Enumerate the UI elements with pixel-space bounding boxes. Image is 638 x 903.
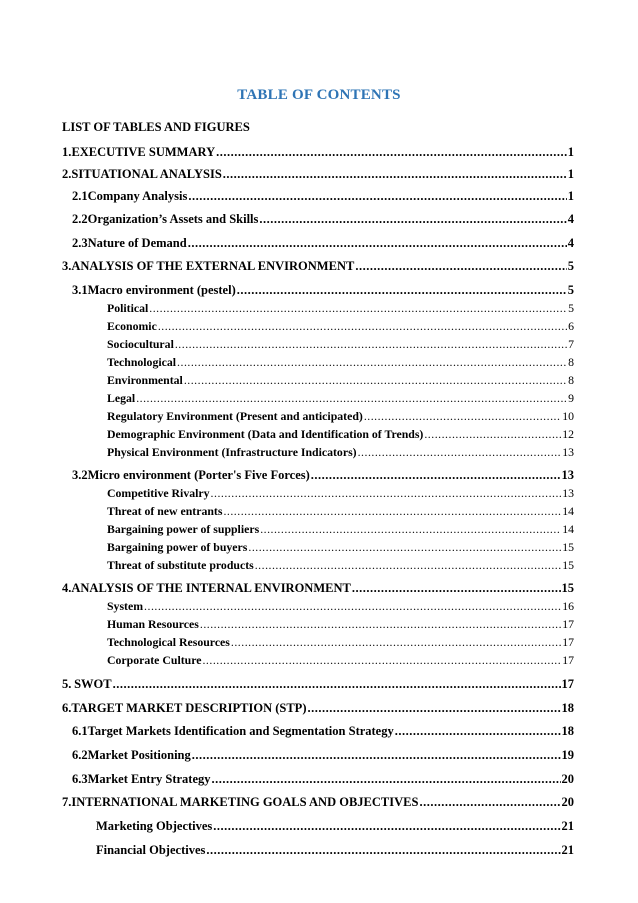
- toc-entry-label: Political: [107, 301, 149, 315]
- toc-entry-label: Technological: [107, 355, 177, 369]
- toc-entry-page: 14: [562, 522, 574, 536]
- toc-entry-label: ANALYSIS OF THE EXTERNAL ENVIRONMENT: [71, 259, 355, 273]
- toc-title: TABLE OF CONTENTS: [237, 87, 401, 103]
- dot-leader: [212, 772, 561, 787]
- toc-entry-label: Competitive Rivalry: [107, 486, 210, 500]
- dot-leader: [260, 522, 561, 537]
- dot-leader: [158, 319, 567, 334]
- dot-leader: [206, 843, 560, 858]
- dot-leader: [144, 599, 561, 614]
- dot-leader: [424, 427, 561, 442]
- toc-entry-label: Nature of Demand: [87, 236, 187, 250]
- toc-entry-label: Sociocultural: [107, 337, 174, 351]
- toc-entry-page: 12: [562, 427, 574, 441]
- toc-entry[interactable]: 3.1 Macro environment (pestel) ..... 5: [72, 283, 574, 298]
- toc-entry-label: Micro environment (Porter's Five Forces): [87, 468, 310, 482]
- toc-entry-page: 5: [568, 301, 574, 315]
- toc-entry-label: Macro environment (pestel): [87, 283, 236, 297]
- toc-entry[interactable]: [107, 301, 574, 316]
- dot-leader: [216, 145, 567, 160]
- toc-entry-page: 17: [562, 617, 574, 631]
- toc-entry-label: Market Entry Strategy: [87, 772, 211, 786]
- dot-leader: [419, 795, 560, 810]
- dot-leader: [395, 724, 561, 739]
- dot-leader: [149, 301, 567, 316]
- toc-entry-page: 21: [561, 819, 574, 833]
- toc-entry[interactable]: [107, 635, 574, 650]
- dot-leader: [211, 486, 562, 501]
- toc-entry[interactable]: 2. SITUATIONAL ANALYSIS ..... 1: [62, 167, 574, 182]
- toc-entry[interactable]: 5. SWOT ..... 17: [62, 677, 574, 692]
- toc-entry-page: 6: [568, 319, 574, 333]
- toc-entry-label: Physical Environment (Infrastructure Indicators): [107, 445, 357, 459]
- toc-entry[interactable]: 6. TARGET MARKET DESCRIPTION (STP) ..... 18: [62, 701, 574, 716]
- toc-entry-page: 17: [562, 653, 574, 667]
- dot-leader: [200, 617, 561, 632]
- dot-leader: [177, 355, 567, 370]
- toc-entry-page: 18: [561, 724, 574, 738]
- toc-entry[interactable]: [107, 504, 574, 519]
- dot-leader: [255, 558, 561, 573]
- toc-entry-page: 13: [561, 468, 574, 482]
- toc-entry-page: 21: [561, 843, 574, 857]
- toc-entry-page: 20: [561, 772, 574, 786]
- toc-entry[interactable]: [107, 427, 574, 442]
- toc-entry-page: 8: [568, 373, 574, 387]
- dot-leader: [231, 635, 561, 650]
- toc-entry-page: 4: [567, 212, 574, 226]
- toc-entry-label: Technological Resources: [107, 635, 230, 649]
- toc-entry[interactable]: [107, 522, 574, 537]
- toc-entry-label: TARGET MARKET DESCRIPTION (STP): [71, 701, 307, 715]
- toc-entry-page: 4: [567, 236, 574, 250]
- dot-leader: [248, 540, 561, 555]
- toc-entry-page: 1: [567, 189, 574, 203]
- toc-entry[interactable]: [107, 540, 574, 555]
- toc-entry-page: 18: [561, 701, 574, 715]
- toc-entry[interactable]: 2.2 Organization’s Assets and Skills ..... 4: [72, 212, 574, 227]
- toc-entry-label: Human Resources: [107, 617, 199, 631]
- toc-entry[interactable]: 6.2 Market Positioning ..... 19: [72, 748, 574, 763]
- toc-entry[interactable]: [107, 337, 574, 352]
- toc-entry[interactable]: [96, 819, 574, 834]
- dot-leader: [223, 167, 567, 182]
- toc-entry-page: 15: [562, 540, 574, 554]
- toc-entry-page: 17: [562, 635, 574, 649]
- toc-entry-label: Marketing Objectives: [96, 819, 213, 833]
- dot-leader: [355, 259, 566, 274]
- dot-leader: [358, 445, 562, 460]
- toc-entry-label: Demographic Environment (Data and Identification of Trends): [107, 427, 424, 441]
- toc-entry-page: 13: [562, 486, 574, 500]
- toc-entry[interactable]: [96, 843, 574, 858]
- toc-entry-label: Environmental: [107, 373, 183, 387]
- toc-entry-label: EXECUTIVE SUMMARY: [71, 145, 216, 159]
- toc-entry[interactable]: 3.2 Micro environment (Porter's Five Forces) ..... 13: [72, 468, 574, 483]
- toc-entry[interactable]: [107, 409, 574, 424]
- toc-entry[interactable]: 2.1 Company Analysis ..... 1: [72, 189, 574, 204]
- toc-entry-label: Organization’s Assets and Skills: [87, 212, 259, 226]
- dot-leader: [175, 337, 567, 352]
- toc-entry[interactable]: [107, 355, 574, 370]
- toc-entry-label: Threat of new entrants: [107, 504, 223, 518]
- toc-entry-page: 14: [562, 504, 574, 518]
- dot-leader: [113, 677, 561, 692]
- toc-entry-page: 19: [561, 748, 574, 762]
- dot-leader: [307, 701, 560, 716]
- toc-entry-page: 9: [568, 391, 574, 405]
- toc-entry[interactable]: [107, 653, 574, 668]
- toc-entry-label: Company Analysis: [87, 189, 188, 203]
- toc-entry-page: 20: [561, 795, 574, 809]
- toc-entry[interactable]: 1. EXECUTIVE SUMMARY ..... 1: [62, 145, 574, 160]
- toc-entry-label: Regulatory Environment (Present and anticipated): [107, 409, 363, 423]
- toc-entry-label: Market Positioning: [87, 748, 191, 762]
- toc-entry-label: ANALYSIS OF THE INTERNAL ENVIRONMENT: [71, 581, 351, 595]
- dot-leader: [188, 236, 567, 251]
- toc-entry[interactable]: [107, 391, 574, 406]
- toc-entry[interactable]: [107, 558, 574, 573]
- dot-leader: [202, 653, 561, 668]
- dot-leader: [184, 373, 567, 388]
- dot-leader: [237, 283, 567, 298]
- toc-entry-label: SITUATIONAL ANALYSIS: [71, 167, 222, 181]
- toc-entry-page: 15: [561, 581, 574, 595]
- toc-entry-page: 15: [562, 558, 574, 572]
- toc-entry[interactable]: 7. INTERNATIONAL MARKETING GOALS AND OBJECTIVES ..... 20: [62, 795, 574, 810]
- dot-leader: [311, 468, 561, 483]
- toc-entry[interactable]: 4. ANALYSIS OF THE INTERNAL ENVIRONMENT ..... 15: [62, 581, 574, 596]
- toc-entry-label: Financial Objectives: [96, 843, 206, 857]
- list-of-tables-heading: LIST OF TABLES AND FIGURES: [62, 120, 250, 134]
- toc-entry-label: Legal: [107, 391, 136, 405]
- toc-entry-label: Economic: [107, 319, 157, 333]
- dot-leader: [259, 212, 566, 227]
- toc-entry[interactable]: 6.1 Target Markets Identification and Segmentation Strategy ..... 18: [72, 724, 574, 739]
- dot-leader: [364, 409, 561, 424]
- dot-leader: [188, 189, 566, 204]
- toc-entry-label: Bargaining power of suppliers: [107, 522, 260, 536]
- toc-entry[interactable]: 2.3 Nature of Demand ..... 4: [72, 236, 574, 251]
- toc-entry-page: 8: [568, 355, 574, 369]
- toc-entry[interactable]: [107, 319, 574, 334]
- toc-entry-page: 5: [567, 283, 574, 297]
- dot-leader: [192, 748, 561, 763]
- toc-entry-label: Corporate Culture: [107, 653, 202, 667]
- dot-leader: [213, 819, 560, 834]
- toc-entry-page: 5: [567, 259, 574, 273]
- toc-entry-label: Target Markets Identification and Segmentation Strategy: [87, 724, 394, 738]
- dot-leader: [352, 581, 561, 596]
- toc-entry[interactable]: [107, 599, 574, 614]
- toc-entry-page: 17: [561, 677, 574, 691]
- toc-entry-page: 10: [562, 409, 574, 423]
- dot-leader: [136, 391, 567, 406]
- toc-entry-label: System: [107, 599, 144, 613]
- toc-entry-label: SWOT: [74, 677, 112, 691]
- toc-entry[interactable]: [107, 373, 574, 388]
- toc-entry-label: Bargaining power of buyers: [107, 540, 248, 554]
- dot-leader: [223, 504, 561, 519]
- toc-entry-label: Threat of substitute products: [107, 558, 254, 572]
- toc-entry-page: 16: [562, 599, 574, 613]
- toc-entry-page: 13: [562, 445, 574, 459]
- toc-entry-page: 7: [568, 337, 574, 351]
- toc-entry[interactable]: 3. ANALYSIS OF THE EXTERNAL ENVIRONMENT ..... 5: [62, 259, 574, 274]
- toc-entry[interactable]: [107, 445, 574, 460]
- toc-entry[interactable]: 6.3 Market Entry Strategy ..... 20: [72, 772, 574, 787]
- toc-entry-label: INTERNATIONAL MARKETING GOALS AND OBJECTIVES: [71, 795, 419, 809]
- toc-entry[interactable]: [107, 617, 574, 632]
- toc-entry-page: 1: [567, 145, 574, 159]
- toc-entry[interactable]: [107, 486, 574, 501]
- toc-entry-page: 1: [567, 167, 574, 181]
